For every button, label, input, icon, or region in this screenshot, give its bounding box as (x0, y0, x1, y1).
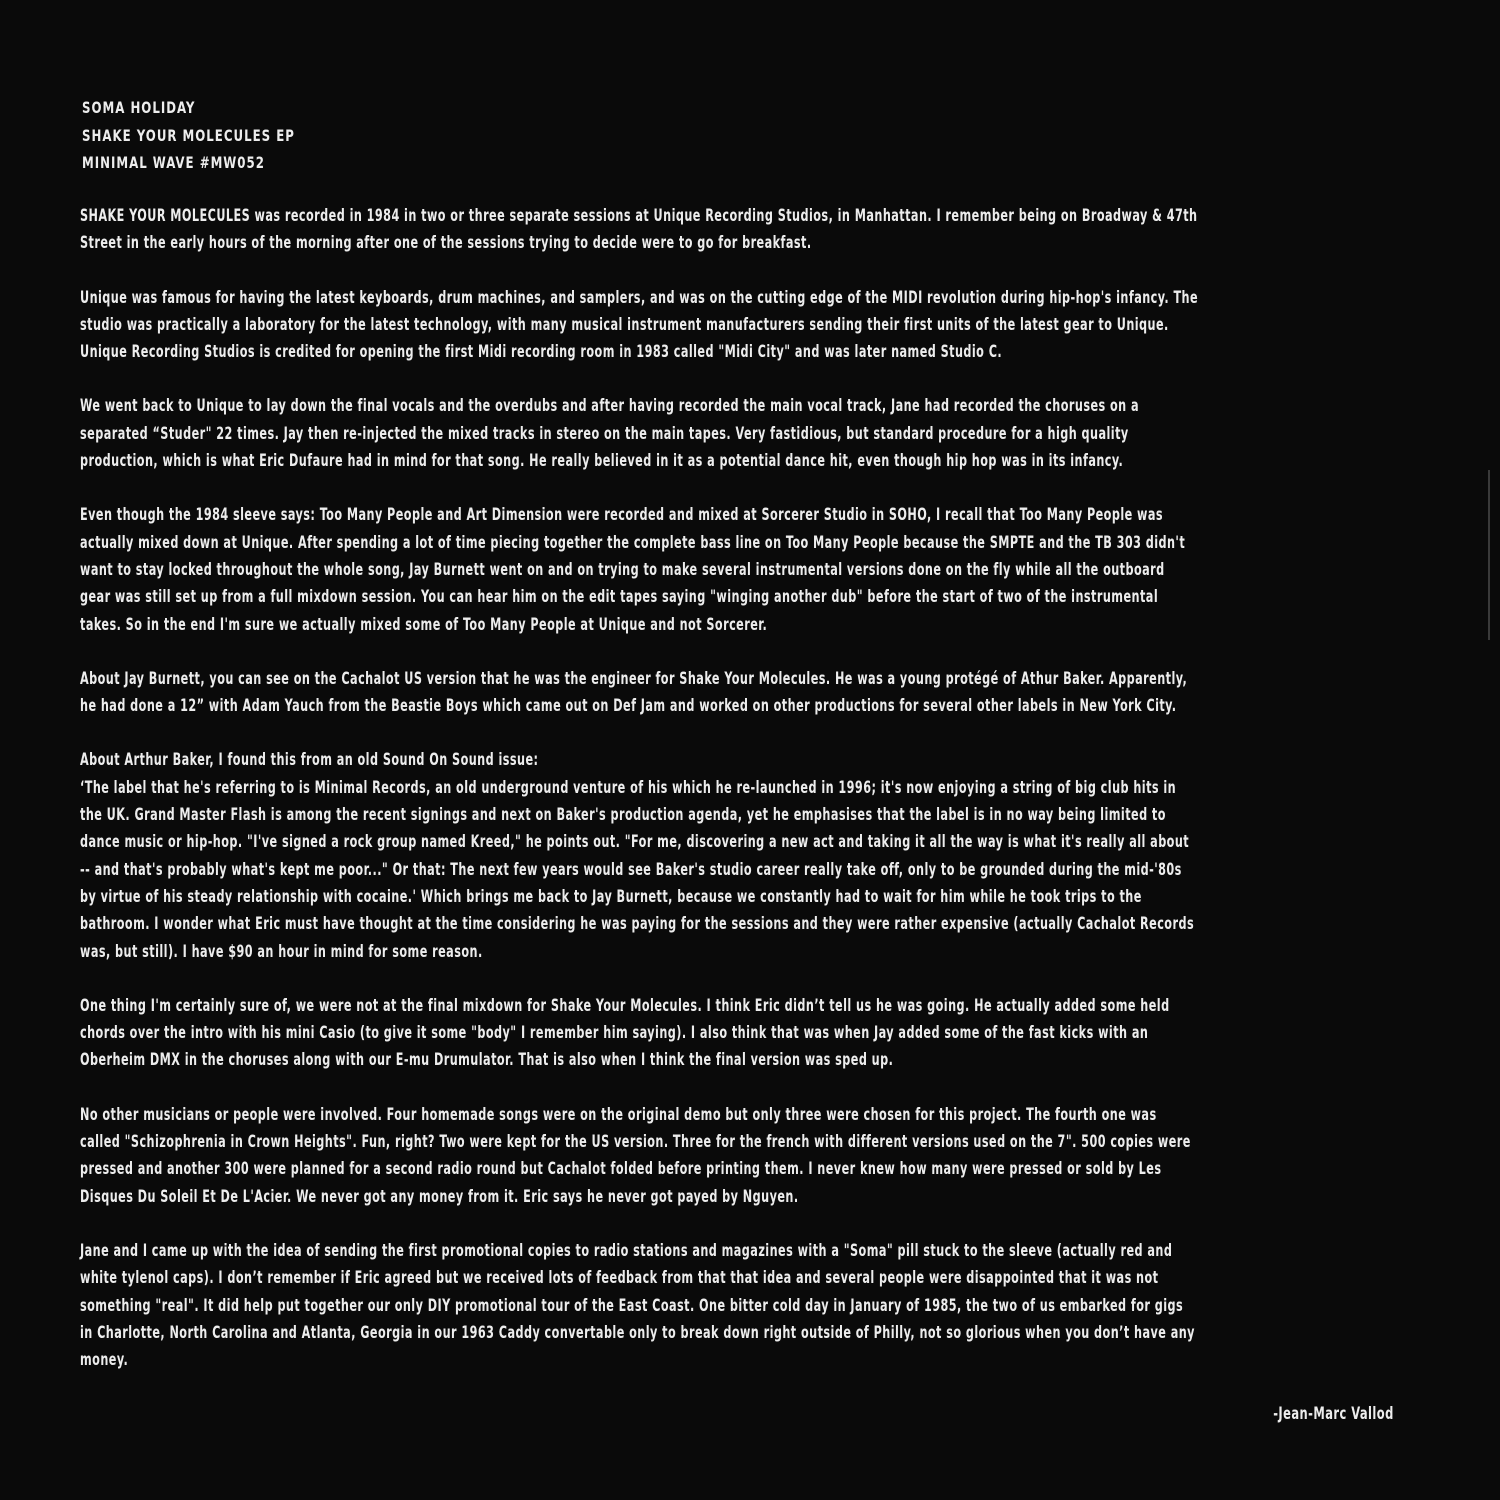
text-line: No other musicians or people were involved. Four homemade songs were on the original demo but only three were chosen for this project. The fourth one was (80, 1104, 1157, 1125)
paragraph-sleeve (80, 502, 1410, 638)
text-line: gear was still set up from a full mixdown session. You can hear him on the edit tapes saying "winging another dub" before the start of two of the instrumental (80, 587, 1159, 608)
text-line: money. (80, 1350, 129, 1371)
text-line: About Arthur Baker, I found this from an old Sound On Sound issue: (80, 750, 539, 771)
text-line: SHAKE YOUR MOLECULES was recorded in 1984 in two or three separate sessions at Unique Recording Studios, in Manhattan. I remember being on Broadway & 47th (80, 206, 1198, 226)
text-line: takes. So in the end I'm sure we actually mixed some of Too Many People at Unique and not Sorcerer. (80, 614, 768, 635)
text-line: the UK. Grand Master Flash is among the recent signings and next on Baker's production agenda, yet he emphasises that the label is in no way being limited to (80, 805, 1166, 826)
paragraph-vocals (80, 393, 1410, 475)
release-title: SHAKE YOUR MOLECULES EP (82, 125, 295, 145)
text-line: something "real". It did help put together our only DIY promotional tour of the East Coast. One bitter cold day in January of 1985, the two of us embarked for gigs (80, 1295, 1184, 1316)
text-line: want to stay locked throughout the whole song, Jay Burnett went on and on trying to make several instrumental versions done on the fly while all the outboard (80, 559, 1165, 580)
text-line: production, which is what Eric Dufaure had in mind for that song. He really believed in it as a potential dance hit, even though hip hop was in its infancy. (80, 451, 1124, 472)
text-line: One thing I'm certainly sure of, we were not at the final mixdown for Shake Your Molecules. I think Eric didn’t tell us he was going. He actually added some held (80, 995, 1170, 1016)
text-line: We went back to Unique to lay down the final vocals and the overdubs and after having recorded the main vocal track, Jane had recorded the choruses on a (80, 396, 1139, 417)
text-line: Unique was famous for having the latest keyboards, drum machines, and samplers, and was on the cutting edge of the MIDI revolution during hip-hop's infancy. The (80, 287, 1199, 308)
paragraph-final-mixdown (80, 993, 1410, 1075)
liner-notes-body (80, 203, 1410, 1374)
text-line: in Charlotte, North Carolina and Atlanta, Georgia in our 1963 Caddy convertable only to break down right outside of Philly, not so glorious when you don’t have any (80, 1322, 1195, 1343)
text-line: bathroom. I wonder what Eric must have thought at the time considering he was paying for the sessions and they were rather expensive (actually Cachalot Records (80, 914, 1195, 935)
text-line: Street in the early hours of the morning after one of the sessions trying to decide were to go for breakfast. (80, 233, 812, 254)
text-line: actually mixed down at Unique. After spending a lot of time piecing together the complete bass line on Too Many People because the SMPTE and the TB 303 didn't (80, 532, 1186, 553)
paragraph-arthur-baker (80, 747, 1410, 965)
text-line: chords over the intro with his mini Casio (to give it some "body" I remember him saying). I also think that was when Jay added some of the fast kicks with an (80, 1023, 1149, 1044)
text-line: called "Schizophrenia in Crown Heights". Fun, right? Two were kept for the US version. Three for the french with different versions used on the 7". 500 copies were (80, 1132, 1191, 1153)
paragraph-unique-studio (80, 285, 1410, 367)
author-signature: -Jean-Marc Vallod (1273, 1404, 1394, 1424)
text-line: ‘The label that he's referring to is Minimal Records, an old underground venture of his which he re-launched in 1996; it's now enjoying a string of big club hits in (80, 777, 1177, 798)
text-line: Even though the 1984 sleeve says: Too Many People and Art Dimension were recorded and mixed at Sorcerer Studio in SOHO, I recall that Too Many People was (80, 505, 1164, 526)
text-line: Jane and I came up with the idea of sending the first promotional copies to radio stations and magazines with a "Soma" pill stuck to the sleeve (actually red and (80, 1240, 1173, 1261)
text-line: separated “Studer" 22 times. Jay then re-injected the mixed tracks in stereo on the main tapes. Very fastidious, but standard procedure for a high quality (80, 423, 1129, 444)
text-line: was, but still). I have $90 an hour in mind for some reason. (80, 941, 483, 962)
text-line: studio was practically a laboratory for the latest technology, with many musical instrument manufacturers sending their first units of the latest gear to Unique. (80, 314, 1169, 335)
paragraph-musicians (80, 1102, 1410, 1211)
scan-edge-line (1488, 470, 1490, 640)
text-line: -- and that's probably what's kept me poor..." Or that: The next few years would see Baker's studio career really take off, only to be grounded during the mid-'80s (80, 859, 1182, 880)
text-line: About Jay Burnett, you can see on the Cachalot US version that he was the engineer for Shake Your Molecules. He was a young protégé of Athur Baker. Apparently, (80, 668, 1188, 689)
text-line: he had done a 12” with Adam Yauch from the Beastie Boys which came out on Def Jam and worked on other productions for several other labels in New York City. (80, 696, 1177, 717)
text-line: Disques Du Soleil Et De L'Acier. We never got any money from it. Eric says he never got payed by Nguyen. (80, 1186, 799, 1207)
paragraph-jay-burnett (80, 666, 1410, 721)
release-header (82, 94, 682, 177)
text-line: dance music or hip-hop. "I've signed a rock group named Kreed," he points out. "For me, discovering a new act and taking it all the way is what it's really all about (80, 832, 1190, 853)
artist-name: SOMA HOLIDAY (82, 98, 196, 117)
text-line: white tylenol caps). I don’t remember if Eric agreed but we received lots of feedback from that that idea and several people were disappointed that it was not (80, 1268, 1159, 1289)
text-line: Unique Recording Studios is credited for opening the first Midi recording room in 1983 called "Midi City" and was later named Studio C. (80, 342, 1003, 363)
paragraph-promotion (80, 1238, 1410, 1374)
text-line: Oberheim DMX in the choruses along with our E-mu Drumulator. That is also when I think the final version was sped up. (80, 1050, 894, 1071)
text-line: by virtue of his steady relationship with cocaine.' Which brings me back to Jay Burnett, because we constantly had to wait for him while he took trips to the (80, 886, 1142, 907)
paragraph-recording (80, 203, 1410, 258)
text-line: pressed and another 300 were planned for a second radio round but Cachalot folded before printing them. I never knew how many were pressed or sold by Les (80, 1159, 1162, 1180)
catalog-number: MINIMAL WAVE #MW052 (82, 153, 265, 172)
